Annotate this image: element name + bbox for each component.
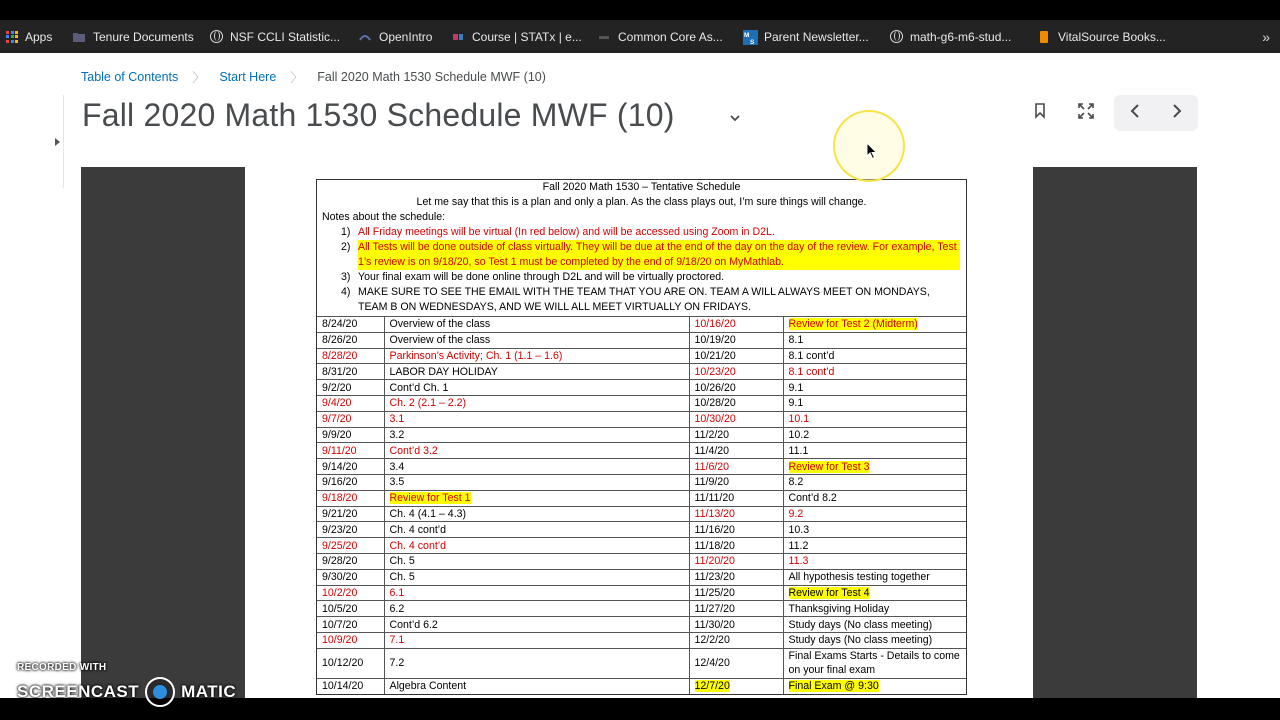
topic-cell-text: Final Exam @ 9:30 [788, 680, 879, 693]
sidebar-expand-toggle[interactable] [52, 95, 64, 188]
topic-cell-text: 11.1 [788, 444, 809, 457]
topic-cell-text: 7.2 [389, 657, 405, 670]
date-cell [317, 443, 384, 459]
schedule-table [317, 316, 966, 694]
note-text: All Friday meetings will be virtual (In red below) and will be accessed using Zoom in D2L. [358, 226, 775, 238]
topic-cell-text: 8.2 [788, 476, 804, 489]
topic-cell [783, 380, 966, 396]
breadcrumb-table-of-contents[interactable]: Table of Contents [81, 69, 179, 84]
topic-cell-text: Review for Test 3 [788, 460, 870, 473]
topic-cell [384, 427, 689, 443]
table-row [317, 427, 966, 443]
topic-cell-text: 9.1 [788, 381, 804, 394]
breadcrumb-current: Fall 2020 Math 1530 Schedule MWF (10) [317, 69, 546, 84]
topic-cell-text: 9.1 [788, 397, 804, 410]
date-cell [689, 553, 783, 569]
topic-cell [783, 569, 966, 585]
screencast-watermark [17, 662, 236, 707]
table-row [317, 506, 966, 522]
table-row [317, 332, 966, 348]
date-cell-text: 10/23/20 [694, 365, 736, 378]
openintro-icon [358, 30, 372, 44]
date-cell-text: 9/21/20 [322, 507, 358, 520]
topic-cell-text: Cont’d 8.2 [788, 492, 837, 505]
topic-cell [783, 317, 966, 333]
date-cell-text: 8/24/20 [322, 318, 358, 331]
bookmark-vitalsource[interactable] [1037, 20, 1166, 53]
date-cell [689, 474, 783, 490]
topic-cell [783, 678, 966, 694]
date-cell [689, 678, 783, 694]
date-cell [689, 411, 783, 427]
topic-cell [384, 678, 689, 694]
bookmark-button[interactable] [1022, 95, 1058, 131]
date-cell [689, 632, 783, 648]
svg-text:S: S [750, 38, 755, 45]
table-row [317, 648, 966, 678]
date-cell-text: 9/11/20 [322, 444, 357, 457]
breadcrumb-separator-icon: 〉 [192, 70, 206, 85]
bookmark-label: NSF CCLI Statistic... [230, 29, 341, 44]
topic-cell [783, 411, 966, 427]
topic-cell-text: 3.2 [389, 428, 405, 441]
ms-ps-icon [743, 30, 757, 44]
date-cell [317, 538, 384, 554]
date-cell [689, 364, 783, 380]
date-cell [689, 443, 783, 459]
bookmark-tenure-documents[interactable] [72, 20, 194, 53]
date-cell [317, 317, 384, 333]
table-row [317, 364, 966, 380]
topic-cell [384, 490, 689, 506]
date-cell [317, 474, 384, 490]
date-cell [317, 427, 384, 443]
date-cell [317, 632, 384, 648]
table-row [317, 411, 966, 427]
date-cell [689, 348, 783, 364]
note-text: All Tests will be done outside of class virtually. They will be due at the end of the day on the day of the review. For example, Test 1’s review is on 9/18/20, so Test 1 must be completed by the end of 9/18/20 on MyMathlab. [358, 240, 960, 270]
date-cell-text: 11/2/20 [694, 428, 730, 441]
table-row [317, 585, 966, 601]
date-cell-text: 11/30/20 [694, 618, 735, 631]
date-cell [317, 348, 384, 364]
date-cell [317, 522, 384, 538]
note-item [317, 225, 966, 240]
topic-cell [384, 364, 689, 380]
date-cell-text: 10/7/20 [322, 618, 358, 631]
topic-navigation [1114, 95, 1198, 131]
bookmark-label: OpenIntro [379, 29, 433, 44]
bookmark-icon [1034, 103, 1046, 124]
date-cell [689, 427, 783, 443]
topic-cell-text: Cont’d Ch. 1 [389, 381, 449, 394]
topic-cell-text: Review for Test 4 [788, 586, 870, 599]
topic-cell [783, 395, 966, 411]
document-subtitle: Let me say that this is a plan and only a plan. As the class plays out, I’m sure things will change. [416, 196, 867, 208]
date-cell-text: 10/28/20 [694, 397, 736, 410]
topic-cell [384, 317, 689, 333]
note-text: Your final exam will be done online through D2L and will be virtually proctored. [358, 271, 725, 283]
date-cell [689, 459, 783, 475]
date-cell-text: 9/4/20 [322, 397, 352, 410]
date-cell [317, 364, 384, 380]
topic-cell-text: Algebra Content [389, 680, 467, 693]
date-cell-text: 9/7/20 [322, 413, 352, 426]
topic-cell [783, 364, 966, 380]
bookmark-statx[interactable] [451, 20, 582, 53]
document-title: Fall 2020 Math 1530 – Tentative Schedule [542, 181, 741, 193]
topic-cell [384, 348, 689, 364]
note-number: 1) [341, 226, 351, 238]
date-cell-text: 11/20/20 [694, 555, 735, 568]
topic-cell [384, 553, 689, 569]
bookmark-label: math-g6-m6-stud... [910, 29, 1012, 44]
date-cell-text: 11/25/20 [694, 586, 735, 599]
date-cell [317, 332, 384, 348]
topic-cell [384, 617, 689, 633]
bookmark-nsf-ccli[interactable] [210, 20, 340, 53]
date-cell [317, 395, 384, 411]
chevron-left-icon [1130, 104, 1140, 123]
topic-cell [384, 632, 689, 648]
date-cell [689, 332, 783, 348]
date-cell [689, 490, 783, 506]
date-cell-text: 9/25/20 [322, 539, 358, 552]
date-cell [317, 380, 384, 396]
topic-cell [783, 632, 966, 648]
topic-cell-text: 3.5 [389, 476, 405, 489]
topic-cell [384, 648, 689, 678]
note-item [317, 270, 966, 285]
date-cell-text: 10/14/20 [322, 680, 364, 693]
date-cell-text: 8/28/20 [322, 349, 358, 362]
date-cell-text: 9/2/20 [322, 381, 352, 394]
watermark-recorded-text: RECORDED WITH [17, 662, 107, 673]
table-row [317, 490, 966, 506]
topic-cell [384, 522, 689, 538]
date-cell-text: 8/26/20 [322, 334, 358, 347]
date-cell [689, 585, 783, 601]
note-item [317, 285, 966, 315]
table-row [317, 443, 966, 459]
pdf-page [245, 167, 1033, 698]
date-cell-text: 10/19/20 [694, 334, 736, 347]
date-cell-text: 10/26/20 [694, 381, 736, 394]
table-row [317, 474, 966, 490]
topic-cell-text: Ch. 4 cont’d [389, 539, 447, 552]
topic-cell-text: Ch. 2 (2.1 – 2.2) [389, 397, 467, 410]
date-cell-text: 10/9/20 [322, 634, 358, 647]
date-cell-text: 12/7/20 [694, 680, 730, 693]
content-page [0, 53, 1280, 698]
topic-cell [783, 585, 966, 601]
bookmark-label: Parent Newsletter... [764, 29, 869, 44]
table-row [317, 678, 966, 694]
watermark-brand-right: MATIC [181, 682, 237, 701]
topic-cell-text: Ch. 5 [389, 571, 415, 584]
topic-cell [384, 459, 689, 475]
svg-text:M: M [744, 31, 750, 39]
topic-cell-text: Cont’d 6.2 [389, 618, 438, 631]
date-cell [689, 648, 783, 678]
table-row [317, 601, 966, 617]
date-cell-text: 8/31/20 [322, 365, 358, 378]
topic-cell-text: Parkinson’s Activity; Ch. 1 (1.1 – 1.6) [389, 349, 563, 362]
date-cell-text: 11/9/20 [694, 476, 730, 489]
document-viewer[interactable] [81, 167, 1197, 698]
bookmark-parent-newsletter[interactable] [743, 20, 869, 53]
next-topic-button[interactable] [1156, 95, 1198, 131]
date-cell-text: 9/28/20 [322, 555, 358, 568]
date-cell [317, 553, 384, 569]
topic-cell-text: 8.1 [788, 334, 804, 347]
topic-cell [384, 332, 689, 348]
top-bar [0, 0, 1280, 20]
topic-cell-text: Overview of the class [389, 334, 491, 347]
topic-cell-text: Overview of the class [389, 318, 491, 331]
topic-cell [384, 585, 689, 601]
note-number: 4) [341, 286, 351, 298]
topic-cell-text: 10.3 [788, 523, 810, 536]
breadcrumb-separator-icon: 〉 [290, 70, 304, 85]
table-row [317, 617, 966, 633]
topic-cell-text: Ch. 4 cont’d [389, 523, 447, 536]
chevron-right-icon [1172, 104, 1182, 123]
date-cell [317, 569, 384, 585]
topic-cell [783, 648, 966, 678]
chevron-down-icon[interactable] [729, 111, 741, 123]
topic-cell [384, 601, 689, 617]
table-row [317, 459, 966, 475]
topic-cell [384, 506, 689, 522]
vitalsource-icon [1037, 30, 1051, 44]
date-cell [689, 506, 783, 522]
edx-icon [451, 30, 465, 44]
topic-cell [384, 443, 689, 459]
bookmark-apps[interactable] [6, 20, 52, 53]
bookmark-label: Common Core As... [618, 29, 723, 44]
date-cell-text: 9/14/20 [322, 460, 358, 473]
note-number: 3) [341, 271, 351, 283]
table-row [317, 395, 966, 411]
watermark-brand-left: SCREENCAST [17, 682, 140, 701]
date-cell-text: 10/21/20 [694, 349, 736, 362]
date-cell [689, 380, 783, 396]
watermark-brand [17, 677, 236, 707]
more-bookmarks-icon[interactable]: » [1262, 28, 1270, 45]
date-cell-text: 12/4/20 [694, 657, 730, 670]
topic-cell [783, 601, 966, 617]
table-row [317, 522, 966, 538]
date-cell [689, 522, 783, 538]
bookmark-label: Apps [25, 29, 53, 44]
breadcrumb-start-here[interactable]: Start Here [219, 69, 277, 84]
screencast-logo-icon [145, 677, 175, 707]
date-cell-text: 9/16/20 [322, 476, 358, 489]
date-cell-text: 9/30/20 [322, 571, 358, 584]
bookmark-openintro[interactable] [358, 20, 432, 53]
topic-cell-text: Ch. 4 (4.1 – 4.3) [389, 507, 467, 520]
table-row [317, 632, 966, 648]
topic-cell-text: All hypothesis testing together [788, 571, 930, 584]
topic-cell [384, 411, 689, 427]
bookmark-label: Course | STATx | e... [472, 29, 582, 44]
topic-cell-text: 6.1 [389, 586, 405, 599]
bookmarks-bar [0, 20, 1280, 53]
topic-cell-text: Thanksgiving Holiday [788, 602, 890, 615]
globe-icon [890, 30, 903, 43]
notes-list [317, 225, 966, 315]
date-cell-text: 10/16/20 [694, 318, 736, 331]
common-core-icon [597, 30, 611, 44]
table-row [317, 538, 966, 554]
bookmark-math-g6[interactable] [890, 20, 1011, 53]
topic-cell-text: 3.4 [389, 460, 405, 473]
topic-cell-text: 11.3 [788, 555, 809, 568]
date-cell [317, 459, 384, 475]
table-row [317, 569, 966, 585]
date-cell-text: 11/23/20 [694, 571, 735, 584]
breadcrumb [81, 67, 546, 86]
schedule-document [316, 179, 967, 695]
date-cell-text: 9/18/20 [322, 492, 358, 505]
note-number: 2) [341, 241, 351, 253]
topic-cell [783, 348, 966, 364]
topic-cell [783, 443, 966, 459]
topic-cell [384, 538, 689, 554]
topic-cell [783, 474, 966, 490]
date-cell [689, 569, 783, 585]
date-cell-text: 9/9/20 [322, 428, 352, 441]
previous-topic-button[interactable] [1114, 95, 1156, 131]
date-cell-text: 11/4/20 [694, 444, 730, 457]
topic-cell-text: 9.2 [788, 507, 804, 520]
topic-cell-text: 8.1 cont’d [788, 349, 835, 362]
topic-cell-text: Study days (No class meeting) [788, 618, 933, 631]
topic-cell-text: Review for Test 2 (Midterm) [788, 318, 918, 331]
topic-cell-text: LABOR DAY HOLIDAY [389, 365, 498, 378]
date-cell-text: 9/23/20 [322, 523, 358, 536]
date-cell-text: 11/11/20 [694, 492, 735, 505]
table-row [317, 317, 966, 333]
topic-cell-text: 10.1 [788, 413, 810, 426]
table-row [317, 348, 966, 364]
topic-cell-text: 8.1 cont’d [788, 365, 835, 378]
date-cell [317, 678, 384, 694]
topic-cell [783, 553, 966, 569]
date-cell [317, 585, 384, 601]
date-cell-text: 11/18/20 [694, 539, 735, 552]
topic-cell [783, 459, 966, 475]
date-cell [689, 538, 783, 554]
topic-cell [783, 617, 966, 633]
topic-cell [783, 490, 966, 506]
date-cell [317, 601, 384, 617]
apps-grid-icon [6, 31, 18, 43]
topic-cell [783, 506, 966, 522]
bookmark-label: Tenure Documents [93, 29, 194, 44]
date-cell-text: 10/2/20 [322, 586, 358, 599]
fullscreen-icon [1077, 102, 1095, 125]
date-cell [317, 490, 384, 506]
note-item [317, 240, 966, 270]
date-cell-text: 11/13/20 [694, 507, 735, 520]
date-cell [317, 411, 384, 427]
topic-cell-text: 6.2 [389, 602, 405, 615]
date-cell [689, 601, 783, 617]
topic-cell [783, 522, 966, 538]
topic-cell-text: 11.2 [788, 539, 809, 552]
topic-cell-text: Review for Test 1 [389, 492, 471, 505]
date-cell-text: 10/5/20 [322, 602, 358, 615]
date-cell [689, 395, 783, 411]
topic-cell [384, 474, 689, 490]
topic-cell-text: Cont’d 3.2 [389, 444, 438, 457]
date-cell-text: 12/2/20 [694, 634, 730, 647]
topic-cell [783, 427, 966, 443]
date-cell-text: 10/12/20 [322, 657, 364, 670]
topic-cell [783, 332, 966, 348]
date-cell [689, 317, 783, 333]
date-cell-text: 11/16/20 [694, 523, 735, 536]
date-cell [689, 617, 783, 633]
date-cell [317, 648, 384, 678]
folder-icon [72, 30, 86, 44]
table-row [317, 380, 966, 396]
notes-heading: Notes about the schedule: [322, 211, 446, 223]
date-cell-text: 11/27/20 [694, 602, 735, 615]
fullscreen-button[interactable] [1068, 95, 1104, 131]
table-row [317, 553, 966, 569]
mouse-pointer-icon [866, 142, 878, 160]
topic-cell-text: 7.1 [389, 634, 405, 647]
topic-cell [384, 569, 689, 585]
topic-cell-text: Ch. 5 [389, 555, 415, 568]
bookmark-label: VitalSource Books... [1058, 29, 1166, 44]
topic-cell-text: Study days (No class meeting) [788, 634, 933, 647]
date-cell-text: 10/30/20 [694, 413, 736, 426]
topic-cell [384, 380, 689, 396]
topic-cell-text: Final Exams Starts - Details to come on your final exam [788, 650, 960, 677]
topic-cell [384, 395, 689, 411]
topic-cell-text: 3.1 [389, 413, 405, 426]
bookmark-common-core[interactable] [597, 20, 723, 53]
globe-icon [210, 30, 223, 43]
date-cell [317, 506, 384, 522]
note-text: MAKE SURE TO SEE THE EMAIL WITH THE TEAM THAT YOU ARE ON. TEAM A WILL ALWAYS MEET ON MONDAYS, TEAM B ON WEDNESDAYS, AND WE WILL ALL MEET VIRTUALLY ON FRIDAYS. [358, 286, 930, 313]
chevron-right-icon [55, 138, 60, 146]
date-cell-text: 11/6/20 [694, 460, 730, 473]
page-title: Fall 2020 Math 1530 Schedule MWF (10) [82, 97, 675, 133]
topic-cell-text: 10.2 [788, 428, 810, 441]
topic-cell [783, 538, 966, 554]
date-cell [317, 617, 384, 633]
